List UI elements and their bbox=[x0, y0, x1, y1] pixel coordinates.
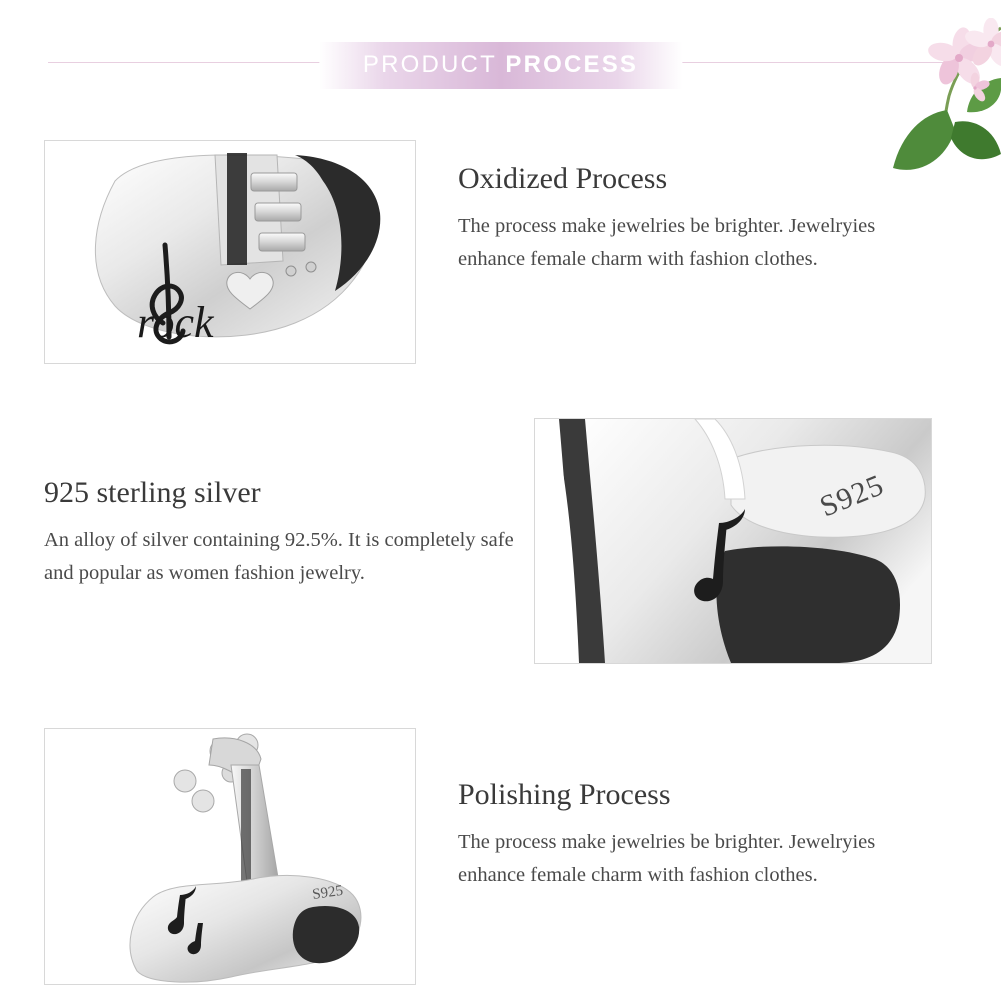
guitar-charm-s925-stamp-photo bbox=[534, 418, 932, 664]
page-title-bold: PROCESS bbox=[505, 51, 639, 78]
page-title-light: PRODUCT bbox=[362, 51, 506, 78]
section-title-sterling-silver: 925 sterling silver bbox=[44, 476, 261, 509]
guitar-charm-rock-engraving-photo bbox=[44, 140, 416, 364]
engraving-s925-text-small: S925 bbox=[311, 882, 345, 903]
section-oxidized-process bbox=[44, 140, 964, 364]
section-body-oxidized: The process make jewelries be brighter. Jewelryies enhance female charm with fashion clothes. bbox=[458, 215, 876, 271]
section-sterling-silver bbox=[44, 418, 974, 664]
section-title-polishing: Polishing Process bbox=[458, 778, 671, 811]
engraving-rock-text: rock bbox=[137, 298, 214, 347]
text-block-oxidized bbox=[458, 162, 938, 364]
section-body-sterling-silver: An alloy of silver containing 92.5%. It is completely safe and popular as women fashion jewelry. bbox=[44, 529, 514, 585]
section-polishing-process bbox=[44, 728, 964, 985]
section-body-polishing: The process make jewelries be brighter. Jewelryies enhance female charm with fashion clothes. bbox=[458, 831, 876, 887]
page-title bbox=[319, 42, 682, 89]
section-title-oxidized: Oxidized Process bbox=[458, 162, 668, 195]
page-header bbox=[0, 0, 1001, 100]
guitar-charm-full-view-photo bbox=[44, 728, 416, 985]
text-block-polishing bbox=[458, 778, 938, 985]
engraving-s925-text: S925 bbox=[815, 468, 889, 524]
text-block-sterling-silver bbox=[44, 476, 514, 664]
